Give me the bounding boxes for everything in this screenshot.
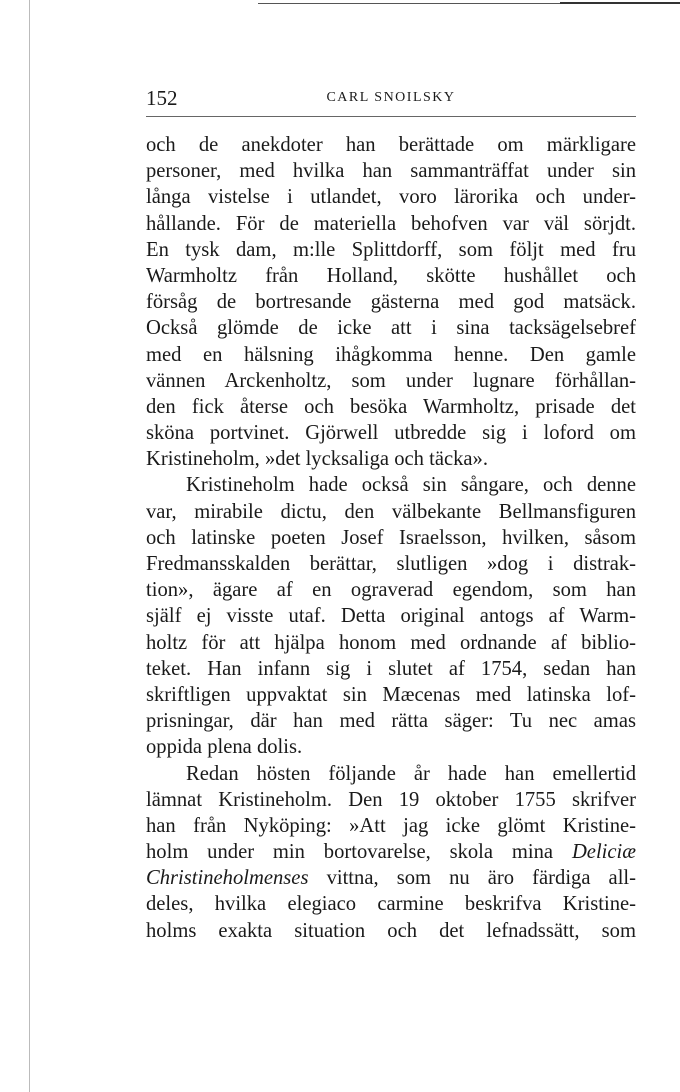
text-line: oppida plena dolis. <box>146 736 303 759</box>
italic-title: Christineholmenses <box>146 867 309 890</box>
text-line: var, mirabile dictu, den välbekante Bellmansfiguren <box>146 500 636 523</box>
text-line: hållande. För de materiella behofven var väl sörjdt. <box>146 212 636 235</box>
text-line: Kristineholm, »det lycksaliga och täcka». <box>146 448 488 471</box>
text-line: skriftligen uppvaktat sin Mæcenas med latinska lof- <box>146 683 636 706</box>
text-line: vännen Arckenholtz, som under lugnare förhållan- <box>146 369 636 392</box>
text-line: med en hälsning ihågkomma henne. Den gamle <box>146 343 636 366</box>
text-line: teket. Han infann sig i slutet af 1754, sedan han <box>146 657 636 680</box>
text-line: Fredmansskalden berättar, slutligen »dog i distrak- <box>146 553 636 575</box>
page-header <box>146 86 636 108</box>
text-line: och latinske poeten Josef Israelsson, hvilken, såsom <box>146 526 636 549</box>
top-edge-rule-heavy <box>560 2 680 4</box>
text-line: lämnat Kristineholm. Den 19 oktober 1755 skrifver <box>146 788 636 811</box>
paragraph-start-line: Redan hösten följande år hade han emellertid <box>186 762 636 785</box>
text-line: försåg de bortresande gästerna med god matsäck. <box>146 291 636 314</box>
text-line: den fick återse och besöka Warmholtz, prisade det <box>146 395 636 418</box>
text-line: långa vistelse i utlandet, voro lärorika och under- <box>146 186 636 209</box>
page-number: 152 <box>146 86 178 110</box>
text-segment: holm under min bortovarelse, skola mina <box>146 841 554 864</box>
text-line: deles, hvilka elegiaco carmine beskrifva Kristine- <box>146 893 636 916</box>
paragraph-start-line: Kristineholm hade också sin sångare, och denne <box>186 474 636 497</box>
text-line: själf ej visste utaf. Detta original antogs af Warm- <box>146 605 636 628</box>
text-line: holtz för att hjälpa honom med ordnande af biblio- <box>146 631 636 654</box>
text-line: tion», ägare af en ograverad egendom, som han <box>146 579 636 602</box>
text-line: han från Nyköping: »Att jag icke glömt Kristine- <box>146 814 636 837</box>
text-line-with-italic <box>146 865 636 891</box>
text-line: prisningar, där han med rätta säger: Tu nec amas <box>146 710 636 733</box>
header-rule <box>146 116 636 117</box>
text-line: personer, med hvilka han sammanträffat under sin <box>146 160 636 183</box>
text-segment: vittna, som nu äro färdiga all- <box>326 867 636 890</box>
text-line: sköna portvinet. Gjörwell utbredde sig i loford om <box>146 422 636 445</box>
text-line: En tysk dam, m:lle Splittdorff, som följt med fru <box>146 238 636 261</box>
page-left-edge <box>29 0 30 1092</box>
text-line: Också glömde de icke att i sina tacksägelsebref <box>146 317 636 340</box>
text-line: holms exakta situation och det lefnadssätt, som <box>146 919 636 942</box>
body-text <box>146 132 636 944</box>
italic-title: Deliciæ <box>571 841 636 864</box>
text-line: Warmholtz från Holland, skötte hushållet och <box>146 264 636 287</box>
text-line-with-italic <box>146 839 636 865</box>
text-line: och de anekdoter han berättade om märkligare <box>146 134 636 156</box>
running-head: CARL SNOILSKY <box>326 90 456 105</box>
